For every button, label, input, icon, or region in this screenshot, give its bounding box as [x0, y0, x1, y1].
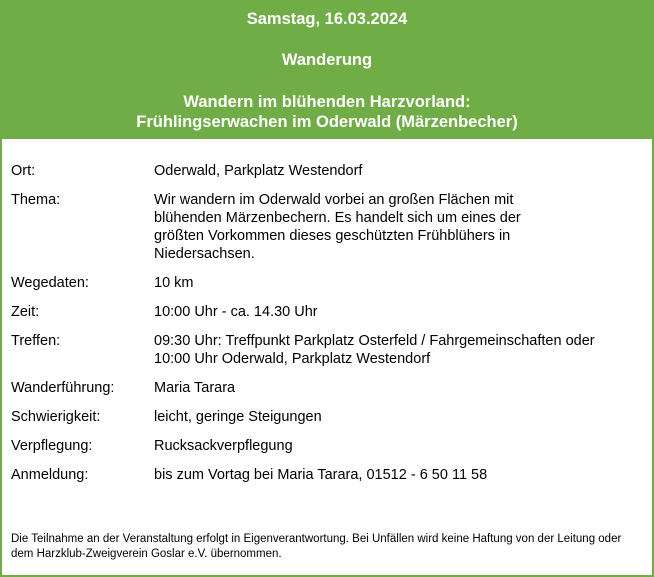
detail-label: Ort:	[11, 163, 36, 179]
event-details	[11, 162, 631, 495]
detail-row-schwierigkeit	[11, 408, 631, 426]
detail-value: 10 km	[154, 275, 194, 291]
detail-row-thema	[11, 191, 631, 263]
detail-label: Verpflegung:	[11, 438, 93, 454]
detail-row-zeit	[11, 303, 631, 321]
detail-label: Wegedaten:	[11, 275, 89, 291]
detail-row-wanderfuehrung	[11, 379, 631, 397]
detail-value: leicht, geringe Steigungen	[154, 409, 322, 425]
detail-row-anmeldung	[11, 466, 631, 484]
event-header	[2, 2, 652, 139]
detail-value: 10:00 Uhr - ca. 14.30 Uhr	[154, 304, 318, 320]
event-title-line-2: Frühlingserwachen im Oderwald (Märzenbecher)	[136, 113, 518, 131]
detail-label: Schwierigkeit:	[11, 409, 101, 425]
detail-label: Treffen:	[11, 333, 61, 349]
detail-value: Maria Tarara	[154, 380, 236, 396]
detail-value: bis zum Vortag bei Maria Tarara, 01512 - 6 50 11 58	[154, 467, 488, 483]
detail-value: Oderwald, Parkplatz Westendorf	[154, 163, 363, 179]
detail-label: Wanderführung:	[11, 380, 115, 396]
detail-row-verpflegung	[11, 437, 631, 455]
detail-label: Thema:	[11, 192, 61, 208]
detail-value: Wir wandern im Oderwald vorbei an großen Flächen mit blühenden Märzenbechern. Es handelt sich um eines der größten Vorkommen dieses geschützten Frühblühers in Niedersachsen.	[154, 192, 521, 262]
detail-row-wegedaten	[11, 274, 631, 292]
detail-row-treffen	[11, 332, 631, 368]
detail-value: 09:30 Uhr: Treffpunkt Parkplatz Osterfeld / Fahrgemeinschaften oder 10:00 Uhr Oderwald, Parkplatz Westendorf	[154, 333, 595, 367]
detail-label: Zeit:	[11, 304, 40, 320]
event-title	[2, 92, 652, 132]
detail-value: Rucksackverpflegung	[154, 438, 293, 454]
detail-label: Anmeldung:	[11, 467, 89, 483]
detail-row-ort	[11, 162, 631, 180]
event-type: Wanderung	[281, 51, 373, 69]
event-title-line-1: Wandern im blühenden Harzvorland:	[183, 93, 471, 111]
event-date: Samstag, 16.03.2024	[246, 10, 408, 28]
disclaimer-text: Die Teilnahme an der Veranstaltung erfolgt in Eigenverantwortung. Bei Unfällen wird keine Haftung von der Leitung oder dem Harzklub-Zweigverein Goslar e.V. übernommen.	[11, 533, 622, 560]
